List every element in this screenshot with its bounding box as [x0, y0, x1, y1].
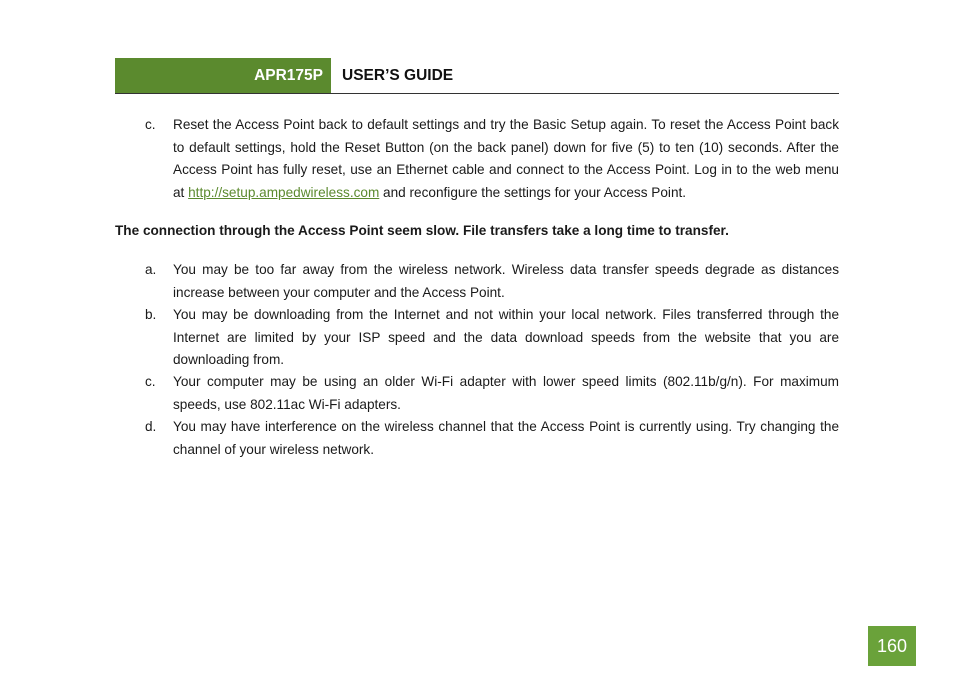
header-divider	[115, 93, 839, 94]
header-model-label: APR175P	[254, 66, 323, 84]
list-marker: c.	[145, 117, 156, 132]
list-item-text	[173, 114, 839, 204]
list-item-d	[115, 416, 839, 461]
page-number: 160	[876, 635, 908, 656]
list-item-c	[115, 371, 839, 416]
header-title	[342, 58, 453, 93]
list-marker: d.	[145, 419, 157, 434]
list-item-a	[115, 259, 839, 304]
header-title-label: USER’S GUIDE	[342, 66, 454, 84]
list-marker: a.	[145, 262, 157, 277]
header-model-band	[115, 58, 331, 93]
section-heading: The connection through the Access Point seem slow. File transfers take a long time to transfer.	[115, 223, 729, 238]
list-item-text-after-link: and reconfigure the settings for your Access Point.	[379, 184, 687, 200]
list-item-c-previous	[115, 114, 839, 204]
list-marker: c.	[145, 374, 156, 389]
list-item-text-before-link: Reset the Access Point back to default settings and try the Basic Setup again. To reset the Access Point back to default settings, hold the Reset Button (on the back panel) down for five (5) to ten (10) seconds. After the Access Point has fully reset, use an Ethernet cable and connect to the Access Point. Log in to the web menu at	[173, 117, 839, 200]
list-item-text: You may be too far away from the wireless network. Wireless data transfer speeds degrade as distances increase between your computer and the Access Point.	[173, 262, 839, 300]
list-marker: b.	[145, 307, 157, 322]
setup-url-link[interactable]: http://setup.ampedwireless.com	[188, 184, 380, 200]
list-item-text: You may have interference on the wireless channel that the Access Point is currently using. Try changing the channel of your wireless network.	[173, 419, 839, 457]
list-item-b	[115, 304, 839, 372]
list-item-text: Your computer may be using an older Wi-Fi adapter with lower speed limits (802.11b/g/n). For maximum speeds, use 802.11ac Wi-Fi adapters.	[173, 374, 839, 412]
page-number-badge	[868, 626, 916, 666]
list-item-text: You may be downloading from the Internet and not within your local network. Files transferred through the Internet are limited by your ISP speed and the data download speeds from the website that you are downloading from.	[173, 307, 839, 368]
